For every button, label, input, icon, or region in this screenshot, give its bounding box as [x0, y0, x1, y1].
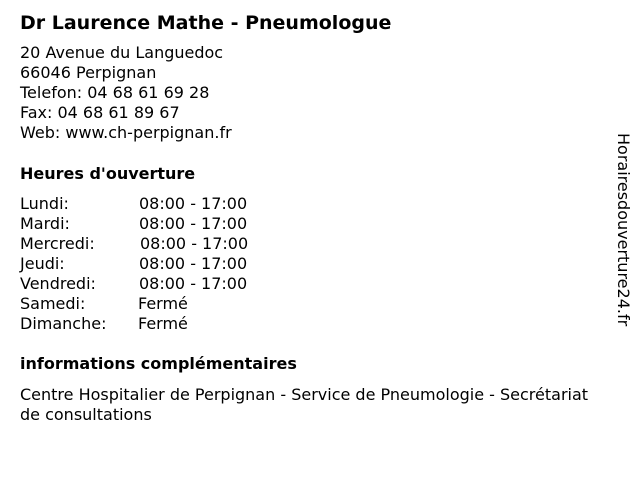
day-hours: 08:00 - 17:00 [139, 254, 248, 273]
watermark-text: Horairesdouverture24.fr [614, 133, 633, 327]
address-block [20, 43, 232, 143]
additional-info-body: Centre Hospitalier de Perpignan - Service de Pneumologie - Secrétariat de consultations [20, 385, 589, 424]
day-label: Dimanche: [20, 314, 107, 333]
opening-hours-title: Heures d'ouverture [20, 164, 196, 183]
day-hours: Fermé [138, 314, 188, 333]
day-hours: 08:00 - 17:00 [140, 234, 249, 253]
address-street: 20 Avenue du Languedoc [20, 43, 224, 62]
fax-number: Fax: 04 68 61 89 67 [20, 103, 180, 122]
day-hours: 08:00 - 17:00 [139, 274, 248, 293]
day-hours: Fermé [138, 294, 188, 313]
day-label: Mercredi: [20, 234, 95, 253]
day-label: Samedi: [20, 294, 86, 313]
website-link[interactable]: Web: www.ch-perpignan.fr [20, 123, 232, 142]
address-city: 66046 Perpignan [20, 63, 157, 82]
day-hours: 08:00 - 17:00 [139, 194, 248, 213]
day-hours: 08:00 - 17:00 [139, 214, 248, 233]
site-watermark [613, 133, 633, 353]
day-label: Vendredi: [20, 274, 96, 293]
day-label: Jeudi: [20, 254, 65, 273]
additional-info-title: informations complémentaires [20, 354, 297, 373]
day-label: Lundi: [20, 194, 69, 213]
additional-info-text [20, 357, 600, 425]
page-title: Dr Laurence Mathe - Pneumologue [20, 12, 392, 34]
day-label: Mardi: [20, 214, 70, 233]
phone-number: Telefon: 04 68 61 69 28 [20, 83, 210, 102]
